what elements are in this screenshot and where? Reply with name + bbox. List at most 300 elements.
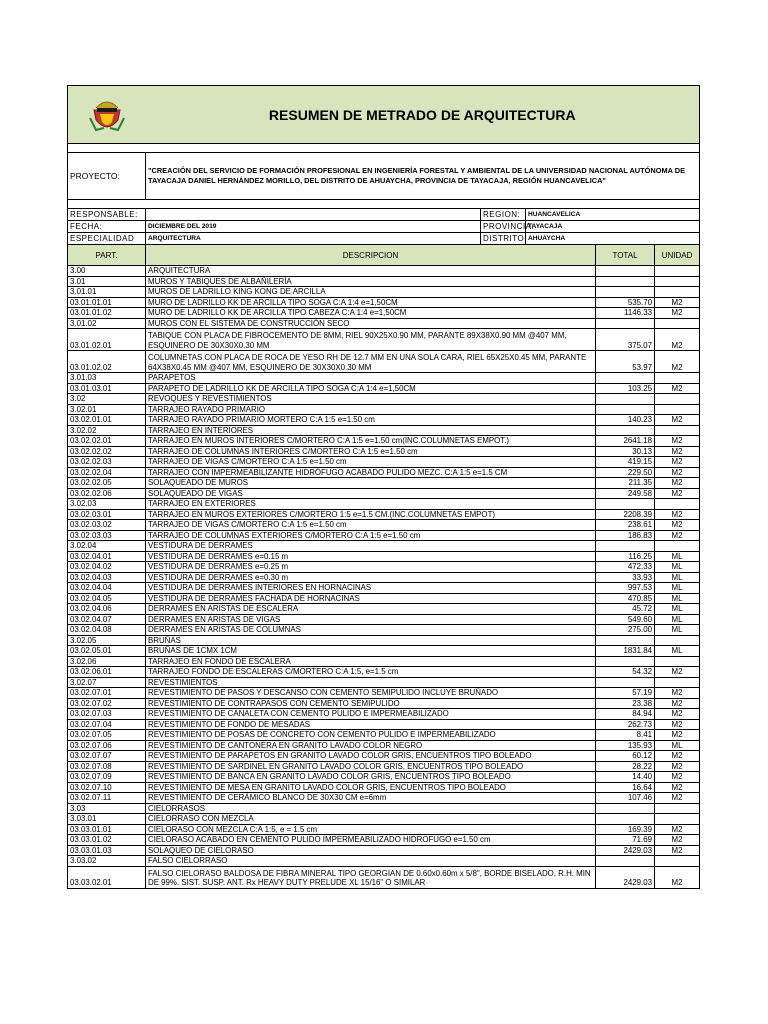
row-total: 249.58 [596, 488, 655, 499]
col-header-desc: DESCRIPCION [146, 245, 596, 266]
row-description: COLUMNETAS CON PLACA DE ROCA DE YESO RH DE 12.7 MM EN UNA SOLA CARA, RIEL 65X25X0.45 MM, PARANTE 64X38X0.45 MM @407 MM, ESQUINERO DE 30X30X0.30 MM [146, 351, 596, 373]
row-description: CIELORRASOS [146, 803, 596, 814]
row-unit [655, 499, 700, 510]
table-row [68, 803, 700, 814]
row-part: 03.01.03.01 [68, 383, 146, 394]
row-description: REVESTIMIENTOS [146, 677, 596, 688]
distrito-label: DISTRITO [481, 233, 526, 245]
row-unit: M2 [655, 772, 700, 783]
col-header-total: TOTAL [596, 245, 655, 266]
row-part: 03.02.04.07 [68, 614, 146, 625]
row-description: MUROS DE LADRILLO KING KONG DE ARCILLA [146, 287, 596, 298]
row-part: 3.02.06 [68, 656, 146, 667]
row-part: 3.03.01 [68, 814, 146, 825]
row-description: TARRAJEO RAYADO PRIMARIO [146, 404, 596, 415]
row-unit: ML [655, 646, 700, 657]
spacer-row [68, 200, 700, 209]
row-description: TARRAJEO EN EXTERIORES [146, 499, 596, 510]
row-unit: M2 [655, 793, 700, 804]
table-row [68, 329, 700, 351]
row-part: 03.02.04.04 [68, 583, 146, 594]
row-description: REVESTIMIENTO DE FONDO DE MESADAS [146, 719, 596, 730]
table-row [68, 446, 700, 457]
row-part: 3.02.03 [68, 499, 146, 510]
project-label: PROYECTO: [68, 153, 146, 200]
row-description: TARRAJEO DE VIGAS C/MORTERO C:A 1:5 e=1.50 cm [146, 520, 596, 531]
row-part: 3.01 [68, 276, 146, 287]
row-unit: M2 [655, 478, 700, 489]
row-description: TABIQUE CON PLACA DE FIBROCEMENTO DE 8MM, RIEL 90X25X0.90 MM, PARANTE 89X38X0.90 MM @407 MM, ESQUINERO DE 30X30X0.30 MM [146, 329, 596, 351]
project-text: "CREACIÓN DEL SERVICIO DE FORMACIÓN PROFESIONAL EN INGENIERÍA FORESTAL Y AMBIENTAL DE LA UNIVERSIDAD NACIONAL AUTÓNOMA DE TAYACAJA DANIEL HERNÁNDEZ MORILLO, DEL DISTRITO DE AHUAYCHA, PROVINCIA DE TAYACAJA, REGIÓN HUANCAVELICA" [146, 153, 700, 200]
row-part: 3.01.02 [68, 318, 146, 329]
table-row [68, 814, 700, 825]
row-part: 03.02.03.03 [68, 530, 146, 541]
row-part: 03.02.06.01 [68, 667, 146, 678]
row-description: TARRAJEO FONDO DE ESCALERAS C/MORTERO C:A 1:5, e=1.5 cm [146, 667, 596, 678]
metrado-table [67, 85, 700, 889]
row-unit: M2 [655, 667, 700, 678]
row-total [596, 677, 655, 688]
row-total: 140.23 [596, 415, 655, 426]
table-row [68, 583, 700, 594]
provincia-value: TAYACAJA [526, 221, 700, 233]
row-total: 186.83 [596, 530, 655, 541]
table-row [68, 383, 700, 394]
table-row [68, 824, 700, 835]
info-row-fecha [68, 221, 700, 233]
row-total: 2429.03 [596, 866, 655, 888]
row-unit [655, 677, 700, 688]
row-description: FALSO CIELORASO BALDOSA DE FIBRA MINERAL TIPO GEORGIAN DE 0.60x0.60m x 5/8", BORDE BISELADO, R.H. MIN DE 99%. SIST. SUSP. ANT. Rx HEAVY DUTY PRELUDE XL 15/16" O SIMILAR [146, 866, 596, 888]
table-row [68, 625, 700, 636]
row-description: REVESTIMIENTO DE SARDINEL EN GRANITO LAVADO COLOR GRIS, ENCUENTROS TIPO BOLEADO [146, 761, 596, 772]
row-part: 03.03.01.02 [68, 835, 146, 846]
table-row [68, 751, 700, 762]
row-description: TARRAJEO DE COLUMNAS EXTERIORES C/MORTERO C:A 1:5 e=1.50 cm [146, 530, 596, 541]
row-unit: M2 [655, 509, 700, 520]
row-total [596, 856, 655, 867]
row-description: CIELORRASO CON MEZCLA [146, 814, 596, 825]
row-description: REVESTIMIENTO DE CANTONERA EN GRANITO LAVADO COLOR NEGRO [146, 740, 596, 751]
header-row [68, 86, 700, 144]
row-description: VESTIDURA DE DERRAMES e=0.15 m [146, 551, 596, 562]
row-part: 03.02.07.08 [68, 761, 146, 772]
row-description: SOLAQUEADO DE VIGAS [146, 488, 596, 499]
row-unit [655, 287, 700, 298]
table-row [68, 677, 700, 688]
row-total: 16.64 [596, 782, 655, 793]
row-unit: ML [655, 551, 700, 562]
table-row [68, 730, 700, 741]
row-total: 14.40 [596, 772, 655, 783]
row-part: 03.02.07.06 [68, 740, 146, 751]
row-total: 23.38 [596, 698, 655, 709]
row-part: 03.02.02.04 [68, 467, 146, 478]
table-row [68, 467, 700, 478]
table-row [68, 856, 700, 867]
table-row [68, 793, 700, 804]
row-part: 03.01.02.01 [68, 329, 146, 351]
row-total: 997.53 [596, 583, 655, 594]
row-description: REVESTIMIENTO DE CONTRAPASOS CON CEMENTO SEMIPULIDO [146, 698, 596, 709]
table-row [68, 488, 700, 499]
university-crest-icon [70, 90, 144, 140]
row-unit [655, 266, 700, 277]
row-description: ARQUITECTURA [146, 266, 596, 277]
row-part: 3.03.02 [68, 856, 146, 867]
row-total: 60.12 [596, 751, 655, 762]
table-row [68, 530, 700, 541]
table-row [68, 318, 700, 329]
table-row [68, 614, 700, 625]
row-part: 3.03 [68, 803, 146, 814]
row-total [596, 656, 655, 667]
row-unit [655, 404, 700, 415]
table-row [68, 351, 700, 373]
row-total: 238.61 [596, 520, 655, 531]
table-row [68, 394, 700, 405]
table-row [68, 688, 700, 699]
spacer-row [68, 144, 700, 153]
row-description: REVESTIMIENTO DE CANALETA CON CEMENTO PULIDO E IMPERMEABILIZADO [146, 709, 596, 720]
row-description: PARAPETO DE LADRILLO KK DE ARCILLA TIPO SOGA C:A 1:4 e=1,50CM [146, 383, 596, 394]
row-unit: M2 [655, 436, 700, 447]
row-part: 03.02.07.05 [68, 730, 146, 741]
row-part: 03.02.02.03 [68, 457, 146, 468]
row-unit: ML [655, 614, 700, 625]
row-description: TARRAJEO DE COLUMNAS INTERIORES C/MORTERO C:A 1:5 e=1.50 cm [146, 446, 596, 457]
row-unit: M2 [655, 782, 700, 793]
region-value: HUANCAVELICA [526, 209, 700, 221]
row-total: 33.93 [596, 572, 655, 583]
row-part: 3.02.04 [68, 541, 146, 552]
row-unit: M2 [655, 698, 700, 709]
row-unit [655, 318, 700, 329]
row-description: VESTIDURA DE DERRAMES e=0.30 m [146, 572, 596, 583]
row-description: REVESTIMIENTO DE CERÁMICO BLANCO DE 30X30 CM e=6mm [146, 793, 596, 804]
row-unit: M2 [655, 308, 700, 319]
row-description: TARRAJEO RAYADO PRIMARIO MORTERO C:A 1:5 e=1.50 cm [146, 415, 596, 426]
row-unit: M2 [655, 446, 700, 457]
row-description: VESTIDURA DE DERRAMES FACHADA DE HORNACINAS [146, 593, 596, 604]
row-part: 3.02.01 [68, 404, 146, 415]
row-total [596, 425, 655, 436]
row-total: 30.13 [596, 446, 655, 457]
row-unit: M2 [655, 709, 700, 720]
row-part: 03.02.04.03 [68, 572, 146, 583]
row-description: SOLAQUEO DE CIELORASO [146, 845, 596, 856]
table-row [68, 656, 700, 667]
row-description: TARRAJEO EN MUROS EXTERIORES C/MORTERO 1:5 e=1.5 CM.(INC.COLUMNETAS EMPOT) [146, 509, 596, 520]
fecha-value: DICIEMBRE DEL 2019 [146, 221, 481, 233]
row-part: 03.02.04.05 [68, 593, 146, 604]
info-row-especialidad [68, 233, 700, 245]
row-description: SOLAQUEADO DE MUROS [146, 478, 596, 489]
table-row [68, 667, 700, 678]
table-row [68, 772, 700, 783]
row-part: 03.02.07.01 [68, 688, 146, 699]
row-total [596, 803, 655, 814]
row-total: 84.94 [596, 709, 655, 720]
table-row [68, 761, 700, 772]
row-description: DERRAMES EN ARISTAS DE COLUMNAS [146, 625, 596, 636]
row-total [596, 499, 655, 510]
row-total: 470.85 [596, 593, 655, 604]
row-part: 03.02.07.09 [68, 772, 146, 783]
table-row [68, 698, 700, 709]
row-part: 3.02.07 [68, 677, 146, 688]
row-unit [655, 856, 700, 867]
row-unit: M2 [655, 761, 700, 772]
row-unit: M2 [655, 751, 700, 762]
table-row [68, 782, 700, 793]
row-total: 549.60 [596, 614, 655, 625]
region-label: REGION: [481, 209, 526, 221]
row-description: TARRAJEO DE VIGAS C/MORTERO C:A 1:5 e=1.50 cm [146, 457, 596, 468]
logo [68, 86, 146, 144]
row-total [596, 541, 655, 552]
row-description: REVESTIMIENTO DE PASOS Y DESCANSO CON CEMENTO SEMIPULIDO INCLUYE BRUÑADO [146, 688, 596, 699]
row-part: 03.02.03.01 [68, 509, 146, 520]
row-part: 03.01.01.02 [68, 308, 146, 319]
row-total [596, 287, 655, 298]
table-row [68, 436, 700, 447]
row-description: MUROS CON EL SISTEMA DE CONSTRUCCIÓN SECO [146, 318, 596, 329]
table-row [68, 297, 700, 308]
row-unit: ML [655, 740, 700, 751]
row-description: REVESTIMIENTO DE POSAS DE CONCRETO CON CEMENTO PULIDO E IMPERMEABILIZADO [146, 730, 596, 741]
table-row [68, 457, 700, 468]
row-part: 03.01.01.01 [68, 297, 146, 308]
row-total: 1146.33 [596, 308, 655, 319]
row-total: 71.69 [596, 835, 655, 846]
row-total: 419.15 [596, 457, 655, 468]
row-unit: M2 [655, 488, 700, 499]
row-unit: M2 [655, 297, 700, 308]
row-part: 3.02 [68, 394, 146, 405]
row-unit [655, 803, 700, 814]
table-row [68, 845, 700, 856]
row-description: VESTIDURA DE DERRAMES [146, 541, 596, 552]
row-description: REVESTIMIENTO DE MESA EN GRANITO LAVADO COLOR GRIS, ENCUENTROS TIPO BOLEADO [146, 782, 596, 793]
row-total: 28.22 [596, 761, 655, 772]
row-unit [655, 425, 700, 436]
table-row [68, 308, 700, 319]
row-unit: M2 [655, 415, 700, 426]
row-total: 535.70 [596, 297, 655, 308]
row-unit: M2 [655, 835, 700, 846]
project-row [68, 153, 700, 200]
row-description: BRUÑAS DE 1CMX 1CM [146, 646, 596, 657]
row-part: 3.01.01 [68, 287, 146, 298]
table-row [68, 509, 700, 520]
info-row-responsable [68, 209, 700, 221]
table-row [68, 499, 700, 510]
row-part: 03.02.02.02 [68, 446, 146, 457]
row-unit: M2 [655, 351, 700, 373]
table-row [68, 646, 700, 657]
row-unit [655, 635, 700, 646]
row-description: VESTIDURA DE DERRAMES INTERIORES EN HORNACINAS [146, 583, 596, 594]
provincia-label: PROVINCIA: [481, 221, 526, 233]
row-description: VESTIDURA DE DERRAMES e=0.25 m [146, 562, 596, 573]
row-description: BRUÑAS [146, 635, 596, 646]
table-row [68, 373, 700, 384]
row-total [596, 266, 655, 277]
table-row [68, 709, 700, 720]
row-description: MUROS Y TABIQUES DE ALBAÑILERÍA [146, 276, 596, 287]
row-unit: M2 [655, 467, 700, 478]
row-total [596, 394, 655, 405]
row-description: CIELORASO CON MEZCLA C:A 1:5, e = 1.5 cm [146, 824, 596, 835]
row-description: MURO DE LADRILLO KK DE ARCILLA TIPO SOGA C:A 1:4 e=1,50CM [146, 297, 596, 308]
row-unit: M2 [655, 730, 700, 741]
row-description: CIELORASO ACABADO EN CEMENTO PULIDO IMPERMEABILIZADO HIDROFUGO e=1.50 cm [146, 835, 596, 846]
table-row [68, 604, 700, 615]
row-total: 8.41 [596, 730, 655, 741]
row-unit: M2 [655, 688, 700, 699]
row-description: MURO DE LADRILLO KK DE ARCILLA TIPO CABEZA C:A 1:4 e=1,50CM [146, 308, 596, 319]
row-part: 3.02.02 [68, 425, 146, 436]
table-row [68, 425, 700, 436]
row-total: 57.19 [596, 688, 655, 699]
row-unit [655, 656, 700, 667]
row-total: 375.07 [596, 329, 655, 351]
table-row [68, 635, 700, 646]
table-row [68, 562, 700, 573]
row-total: 2429.03 [596, 845, 655, 856]
row-unit: M2 [655, 866, 700, 888]
distrito-value: AHUAYCHA [526, 233, 700, 245]
page-title: RESUMEN DE METRADO DE ARQUITECTURA [146, 86, 700, 144]
row-part: 03.02.05.01 [68, 646, 146, 657]
row-total: 2208.39 [596, 509, 655, 520]
row-part: 03.03.02.01 [68, 866, 146, 888]
row-total: 135.93 [596, 740, 655, 751]
row-total: 45.72 [596, 604, 655, 615]
row-part: 03.02.04.01 [68, 551, 146, 562]
row-total [596, 814, 655, 825]
row-description: TARRAJEO EN FONDO DE ESCALERA [146, 656, 596, 667]
row-total [596, 635, 655, 646]
col-header-part: PART. [68, 245, 146, 266]
row-unit: ML [655, 593, 700, 604]
row-part: 03.01.02.02 [68, 351, 146, 373]
row-unit [655, 814, 700, 825]
row-description: REVOQUES Y REVESTIMIENTOS [146, 394, 596, 405]
table-row [68, 541, 700, 552]
table-row [68, 287, 700, 298]
row-description: FALSO CIELORRASO [146, 856, 596, 867]
row-total [596, 276, 655, 287]
row-part: 03.02.02.01 [68, 436, 146, 447]
table-row [68, 551, 700, 562]
row-total [596, 318, 655, 329]
row-total [596, 373, 655, 384]
row-total: 2641.18 [596, 436, 655, 447]
row-part: 03.02.04.02 [68, 562, 146, 573]
row-description: PARAPETOS [146, 373, 596, 384]
row-total: 116.25 [596, 551, 655, 562]
row-part: 03.02.04.08 [68, 625, 146, 636]
especialidad-value: ARQUITECTURA [146, 233, 481, 245]
row-unit: M2 [655, 520, 700, 531]
row-total: 53.97 [596, 351, 655, 373]
row-total: 107.46 [596, 793, 655, 804]
row-part: 03.02.07.11 [68, 793, 146, 804]
row-part: 03.02.03.02 [68, 520, 146, 531]
row-total: 229.50 [596, 467, 655, 478]
table-row [68, 276, 700, 287]
row-part: 03.03.01.01 [68, 824, 146, 835]
row-part: 03.02.07.10 [68, 782, 146, 793]
table-row [68, 572, 700, 583]
row-total [596, 404, 655, 415]
row-part: 3.00 [68, 266, 146, 277]
table-row [68, 520, 700, 531]
row-part: 03.02.01.01 [68, 415, 146, 426]
row-total: 275.00 [596, 625, 655, 636]
row-unit: M2 [655, 845, 700, 856]
row-total: 1831.84 [596, 646, 655, 657]
row-unit: M2 [655, 824, 700, 835]
row-part: 03.02.07.03 [68, 709, 146, 720]
fecha-label: FECHA: [68, 221, 146, 233]
row-part: 3.01.03 [68, 373, 146, 384]
row-total: 103.25 [596, 383, 655, 394]
row-unit: ML [655, 583, 700, 594]
row-part: 03.02.04.06 [68, 604, 146, 615]
table-row [68, 593, 700, 604]
row-unit [655, 276, 700, 287]
row-part: 03.02.02.06 [68, 488, 146, 499]
metrado-sheet [67, 85, 699, 889]
row-unit: ML [655, 604, 700, 615]
row-unit [655, 541, 700, 552]
row-part: 3.02.05 [68, 635, 146, 646]
row-description: REVESTIMIENTO DE PARAPETOS EN GRANITO LAVADO COLOR GRIS, ENCUENTROS TIPO BOLEADO [146, 751, 596, 762]
responsable-label: RESPONSABLE: [68, 209, 146, 221]
row-description: TARRAJEO CON IMPERMEABILIZANTE HIDRÓFUGO ACABADO PULIDO MEZC. C:A 1:5 e=1.5 CM [146, 467, 596, 478]
row-unit: ML [655, 625, 700, 636]
row-unit: M2 [655, 457, 700, 468]
column-header-row [68, 245, 700, 266]
row-unit: ML [655, 562, 700, 573]
row-unit: M2 [655, 329, 700, 351]
row-description: TARRAJEO EN MUROS INTERIORES C/MORTERO C:A 1:5 e=1.50 cm(INC.COLUMNETAS EMPOT.) [146, 436, 596, 447]
table-row [68, 835, 700, 846]
row-unit: M2 [655, 719, 700, 730]
row-part: 03.03.01.03 [68, 845, 146, 856]
table-row [68, 266, 700, 277]
row-part: 03.02.07.02 [68, 698, 146, 709]
row-unit [655, 373, 700, 384]
responsable-value [146, 209, 481, 221]
row-part: 03.02.02.05 [68, 478, 146, 489]
row-description: REVESTIMIENTO DE BANCA EN GRANITO LAVADO COLOR GRIS, ENCUENTROS TIPO BOLEADO [146, 772, 596, 783]
row-description: DERRAMES EN ARISTAS DE ESCALERA [146, 604, 596, 615]
row-unit [655, 394, 700, 405]
row-unit: M2 [655, 530, 700, 541]
row-unit: M2 [655, 383, 700, 394]
row-total: 169.39 [596, 824, 655, 835]
col-header-unit: UNIDAD [655, 245, 700, 266]
row-total: 262.73 [596, 719, 655, 730]
row-total: 211.35 [596, 478, 655, 489]
table-row [68, 719, 700, 730]
row-description: TARRAJEO EN INTERIORES [146, 425, 596, 436]
row-description: DERRAMES EN ARISTAS DE VIGAS [146, 614, 596, 625]
